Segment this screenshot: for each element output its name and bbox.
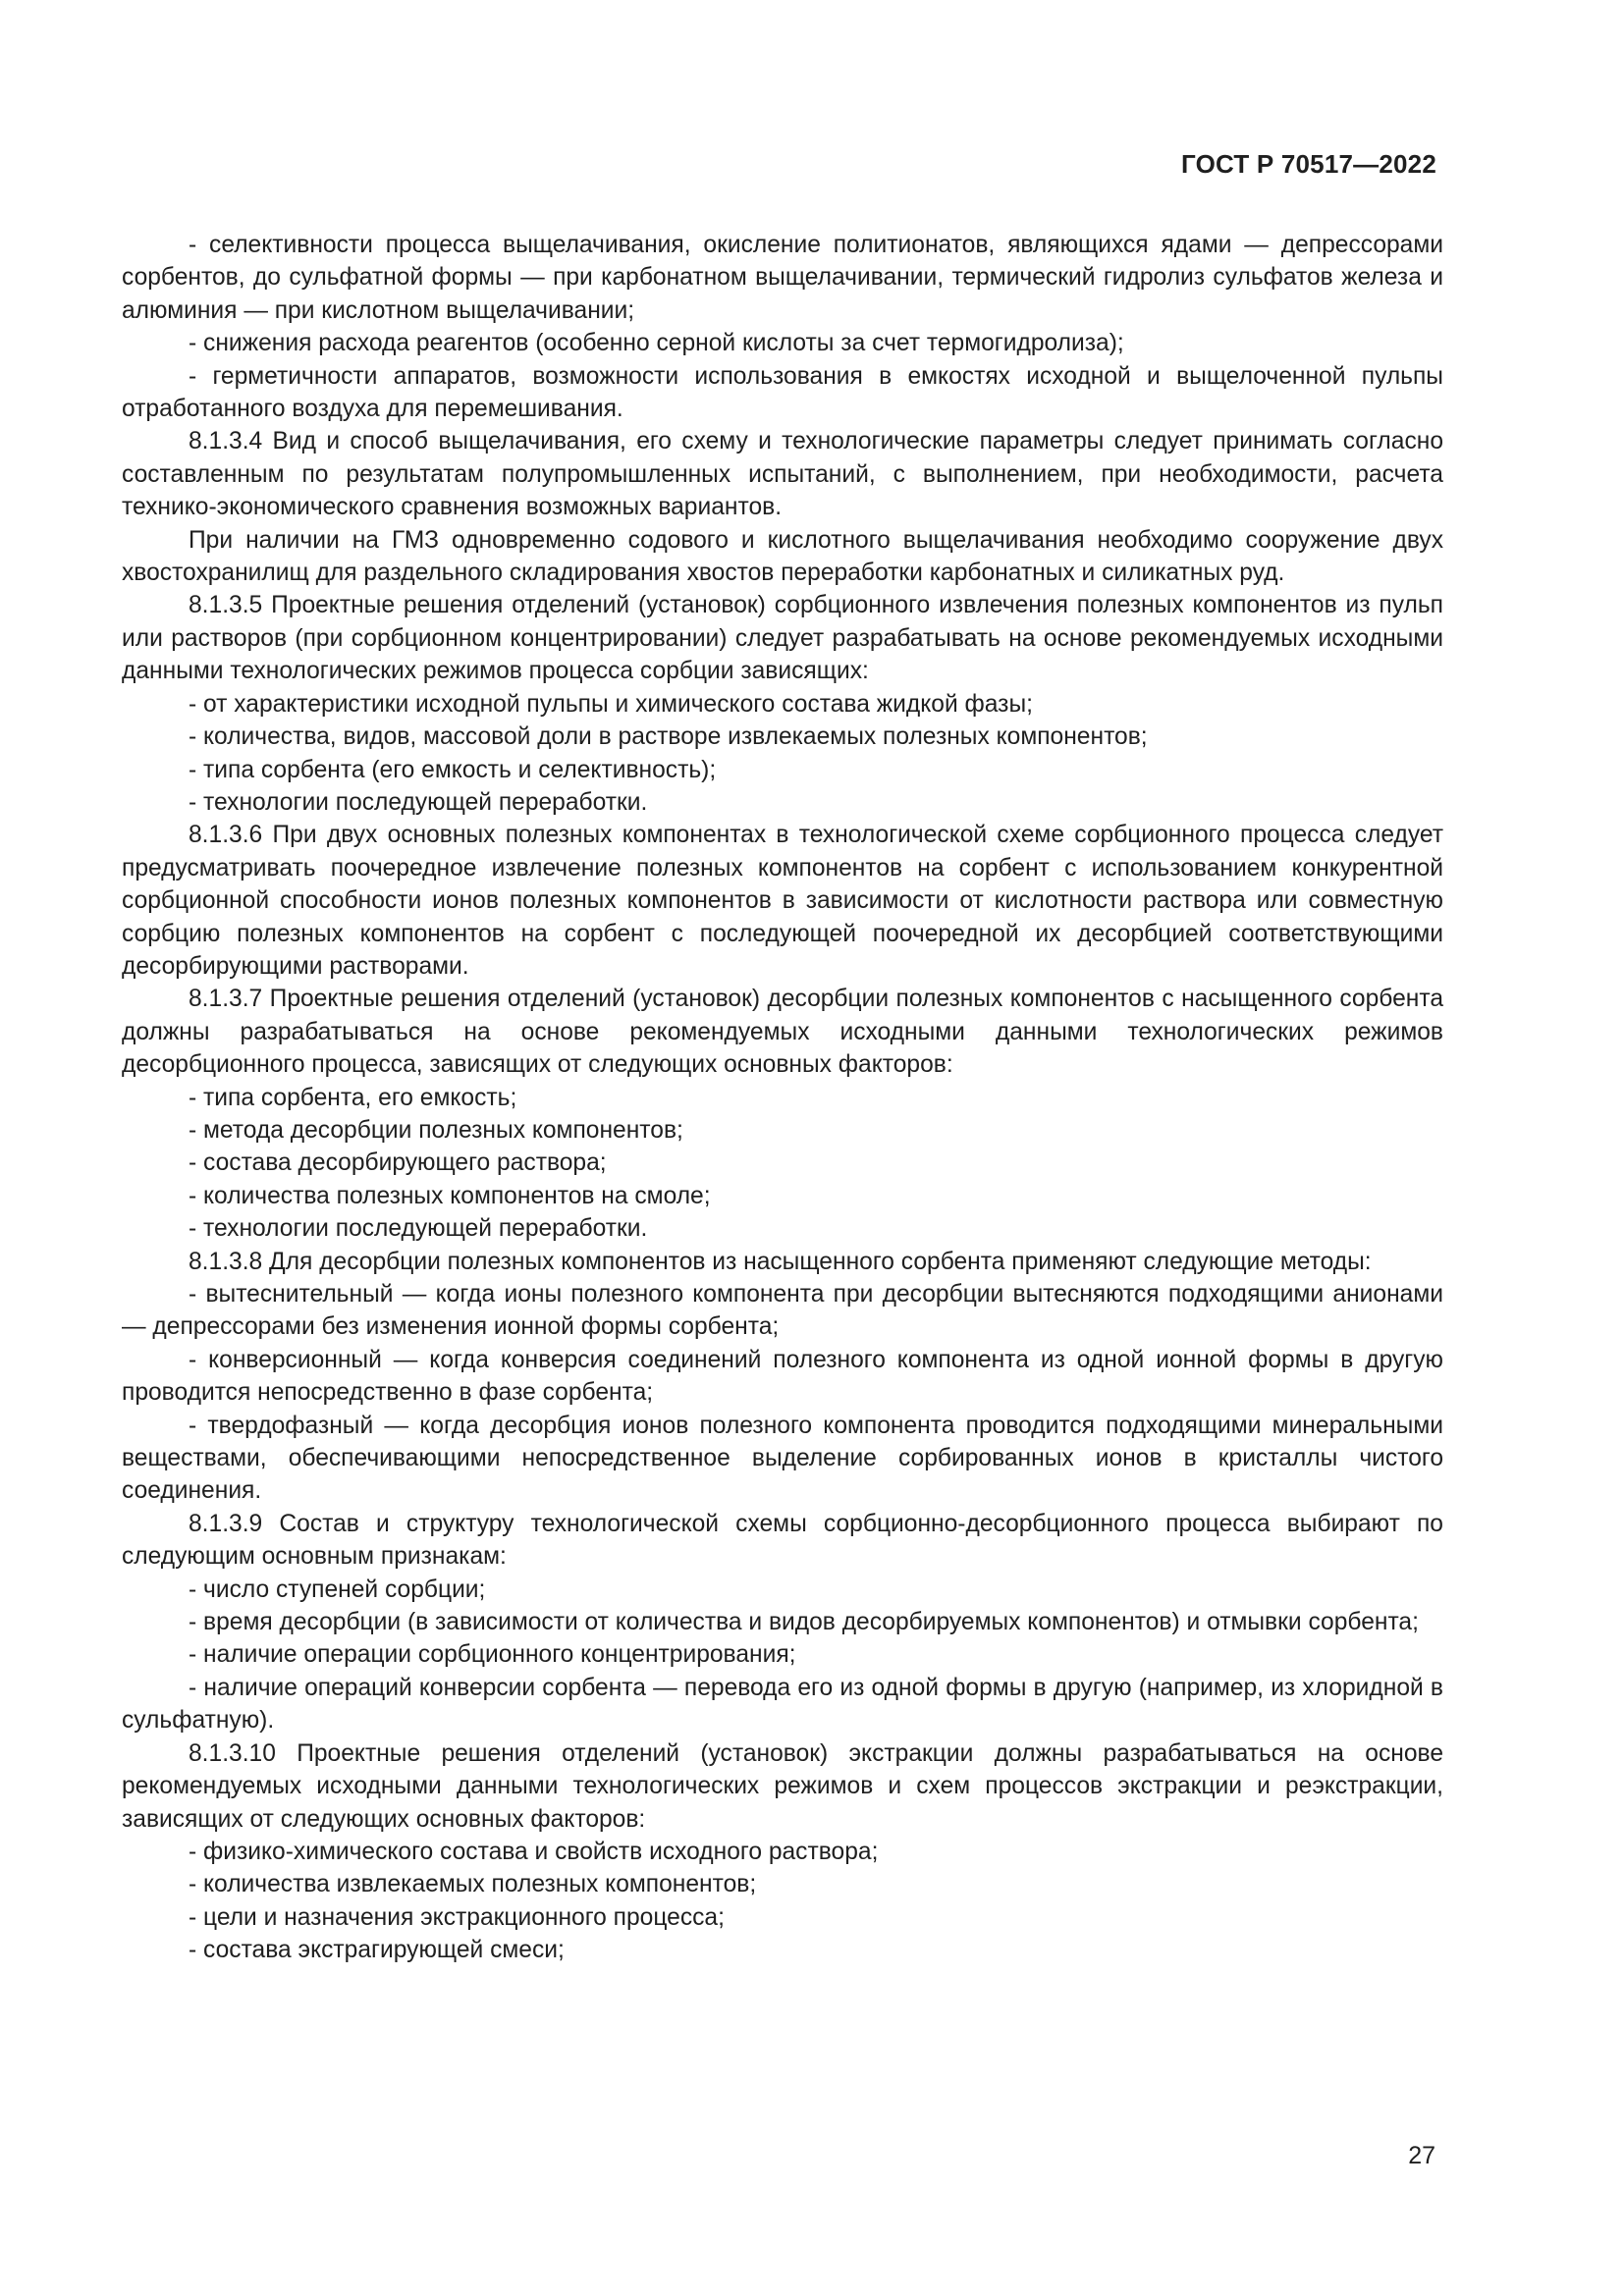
list-item: - цели и назначения экстракционного процесса; (189, 1903, 725, 1931)
list-item: - метода десорбции полезных компонентов; (189, 1116, 683, 1144)
list-item: - наличие операции сорбционного концентрирования; (189, 1641, 796, 1669)
list-item: - герметичности аппаратов, возможности использования в емкостях исходной и выщелоченной пульпы отработанного воздуха для перемешивания. (122, 362, 1443, 423)
list-item: - состава экстрагирующей смеси; (189, 1937, 565, 1964)
list-item: - состава десорбирующего раствора; (189, 1149, 607, 1177)
list-item: - количества, видов, массовой доли в растворе извлекаемых полезных компонентов; (189, 723, 1148, 751)
list-item: - от характеристики исходной пульпы и химического состава жидкой фазы; (189, 690, 1033, 718)
list-item: - время десорбции (в зависимости от количества и видов десорбируемых компонентов) и отмывки сорбента; (189, 1609, 1419, 1636)
paragraph: При наличии на ГМЗ одновременно содового и кислотного выщелачивания необходимо сооружение двух хвостохранилищ для раздельного складирования хвостов переработки карбонатных и силикатных руд. (122, 526, 1443, 587)
list-item: - твердофазный — когда десорбция ионов полезного компонента проводится подходящими минеральными веществами, обеспечивающими непосредственное выделение сорбированных ионов в кристаллы чистого соединения. (122, 1412, 1443, 1505)
paragraph: 8.1.3.9 Состав и структуру технологической схемы сорбционно-десорбционного процесса выбирают по следующим основным признакам: (122, 1510, 1443, 1571)
paragraph: 8.1.3.7 Проектные решения отделений (установок) десорбции полезных компонентов с насыщенного сорбента должны разрабатываться на основе рекомендуемых исходными данными технологических режимов десорбционного процесса, зависящих от следующих основных факторов: (122, 986, 1443, 1079)
list-item: - количества извлекаемых полезных компонентов; (189, 1871, 757, 1898)
list-item: - селективности процесса выщелачивания, окисление политионатов, являющихся ядами — депрессорами сорбентов, до сульфатной формы — при карбонатном выщелачивании, термический гидролиз сульфатов железа и алюминия — при кислотном выщелачивании; (122, 232, 1443, 324)
list-item: - типа сорбента (его емкость и селективность); (189, 756, 717, 783)
paragraph: 8.1.3.4 Вид и способ выщелачивания, его схему и технологические параметры следует принимать согласно составленным по результатам полупромышленных испытаний, с выполнением, при необходимости, расчета технико-экономического сравнения возможных вариантов. (122, 428, 1443, 521)
list-item: - снижения расхода реагентов (особенно серной кислоты за счет термогидролиза); (189, 330, 1124, 357)
list-item: - технологии последующей переработки. (189, 788, 648, 816)
page-number: 27 (1408, 2142, 1435, 2169)
list-item: - конверсионный — когда конверсия соединений полезного компонента из одной ионной формы в другую проводится непосредственно в фазе сорбента; (122, 1346, 1443, 1407)
list-item: - наличие операций конверсии сорбента — перевода его из одной формы в другую (например, из хлоридной в сульфатную). (122, 1674, 1443, 1735)
document-body (122, 229, 1443, 1967)
paragraph: 8.1.3.6 При двух основных полезных компонентах в технологической схеме сорбционного процесса следует предусматривать поочередное извлечение полезных компонентов на сорбент с использованием конкурентной сорбционной способности ионов полезных компонентов в зависимости от кислотности раствора или совместную сорбцию полезных компонентов на сорбент с последующей поочередной их десорбцией соответствующими десорбирующими растворами. (122, 822, 1443, 980)
paragraph: 8.1.3.8 Для десорбции полезных компонентов из насыщенного сорбента применяют следующие методы: (189, 1248, 1372, 1275)
list-item: - число ступеней сорбции; (189, 1575, 486, 1603)
paragraph: 8.1.3.5 Проектные решения отделений (установок) сорбционного извлечения полезных компонентов из пульп или растворов (при сорбционном концентрировании) следует разрабатывать на основе рекомендуемых исходными данными технологических режимов процесса сорбции зависящих: (122, 592, 1443, 685)
list-item: - физико-химического состава и свойств исходного раствора; (189, 1838, 879, 1865)
list-item: - количества полезных компонентов на смоле; (189, 1182, 711, 1209)
paragraph: 8.1.3.10 Проектные решения отделений (установок) экстракции должны разрабатываться на основе рекомендуемых исходными данными технологических режимов и схем процессов экстракции и реэкстракции, зависящих от следующих основных факторов: (122, 1739, 1443, 1833)
list-item: - типа сорбента, его емкость; (189, 1084, 517, 1111)
document-header: ГОСТ Р 70517—2022 (1181, 149, 1436, 179)
list-item: - вытеснительный — когда ионы полезного компонента при десорбции вытесняются подходящими анионами — депрессорами без изменения ионной формы сорбента; (122, 1281, 1443, 1341)
list-item: - технологии последующей переработки. (189, 1215, 648, 1243)
